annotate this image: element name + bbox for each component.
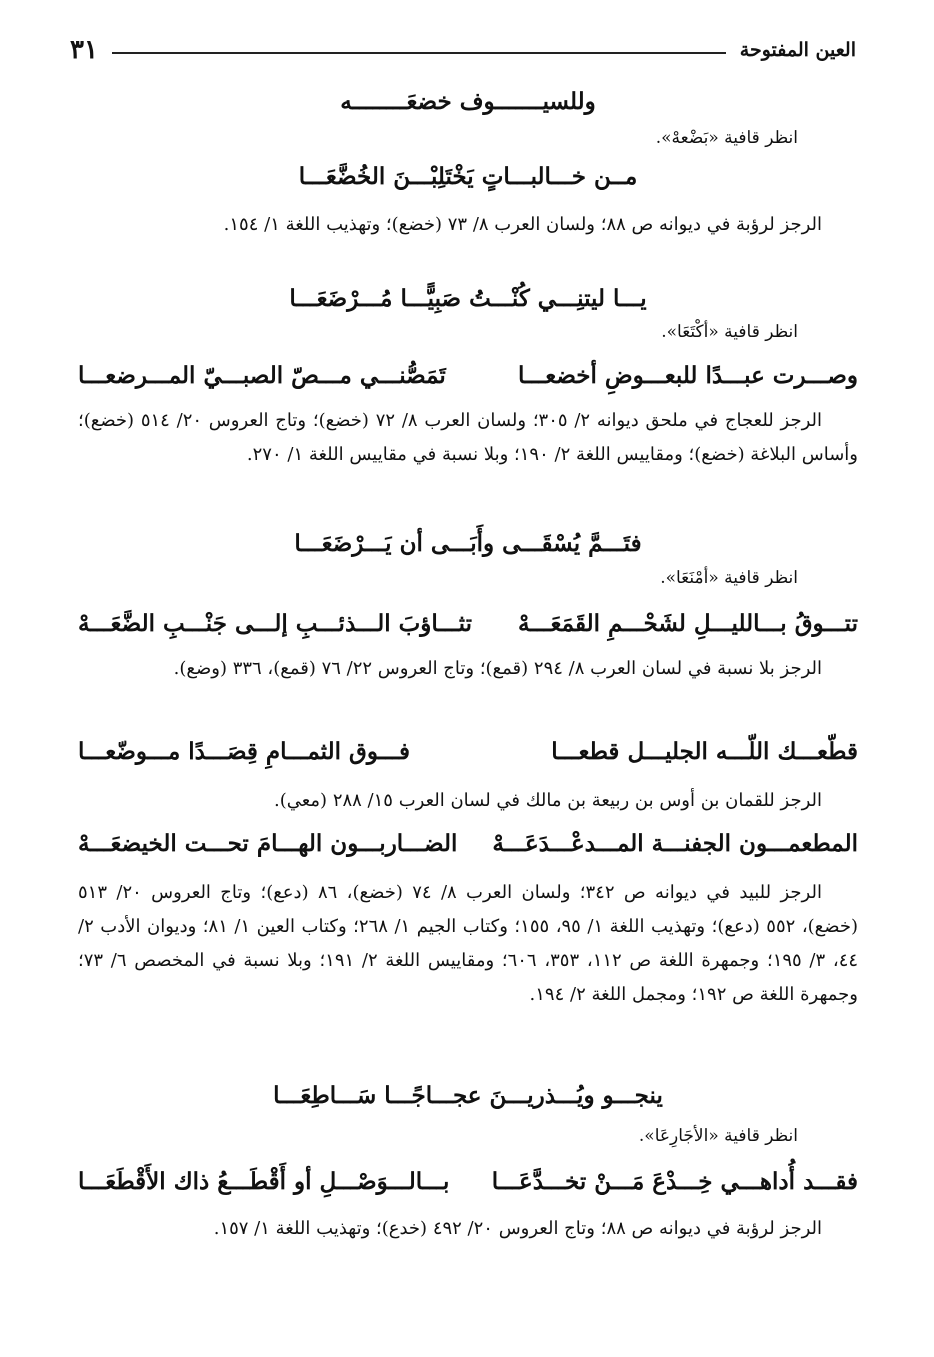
page-number: ٣١: [70, 35, 98, 65]
verse-line: يـــا ليتنِـــي كُنْـــتُ صَبِيًّـــا مُـــرْضَعَـــا: [289, 285, 647, 312]
hemistich-first: فقـــد أُداهـــي خِـــدْعَ مَـــنْ تخـــدَّعَـــا: [491, 1168, 858, 1195]
hemistich-first: قطّعـــك اللّـــه الجليـــل قطعـــا: [551, 738, 858, 765]
verse-couplet: [78, 738, 858, 765]
hemistich-first: وصـــرت عبـــدًا للبعـــوضِ أخضعـــا: [518, 362, 858, 389]
hemistich-second: الضـــاربـــون الهـــامَ تحـــت الخيضعَـــهْ: [78, 830, 458, 857]
source-note: الرجز للبيد في ديوانه ص ٣٤٢؛ ولسان العرب ٨/ ٧٤ (خضع)، ٨٦ (دعع)؛ وتاج العروس ٢٠/ ٥١٣ (خضع)، ٥٥٢ (دعع)؛ وتهذيب اللغة ١/ ٩٥، ١٥٥؛ وكتاب الجيم ١/ ٢٦٨؛ وكتاب العين ١/ ٨١؛ وديوان الأدب ٢/ ٤٤، ٣/ ١٩٥؛ وجمهرة اللغة ص ١١٢، ٣٥٣، ٦٠٦؛ ومقاييس اللغة ٢/ ١٩١؛ وبلا نسبة في المخصص ٦/ ٧٣؛ وجمهرة اللغة ص ١٩٢؛ ومجمل اللغة ٢/ ١٩٤.: [78, 882, 859, 1005]
verse-couplet: [78, 1168, 858, 1195]
source-note: الرجز بلا نسبة في لسان العرب ٨/ ٢٩٤ (قمع)؛ وتاج العروس ٢٢/ ٧٦ (قمع)، ٣٣٦ (وضع).: [173, 658, 822, 679]
cross-reference: انظر قافية «بَضْعهْ».: [655, 128, 798, 148]
hemistich-second: تثـــاؤبَ الـــذئـــبِ إلـــى جَنْـــبِ الضَّعَـــهْ: [78, 610, 472, 637]
header-title: العين المفتوحة: [739, 39, 856, 61]
verse-line: فتَـــمَّ يُسْقَـــى وأَبَـــى أن يَـــرْضَعَـــا: [294, 530, 642, 557]
page-header: [70, 30, 856, 70]
source-note: الرجز لرؤبة في ديوانه ص ٨٨؛ ولسان العرب ٨/ ٧٣ (خضع)؛ وتهذيب اللغة ١/ ١٥٤.: [223, 214, 822, 235]
header-rule: [112, 52, 726, 54]
cross-reference: انظر قافية «أمْنَعَا».: [660, 568, 798, 588]
verse-line: ينجـــو ويُـــذريـــنَ عجـــاجًـــا سَـــاطِعَـــا: [273, 1082, 663, 1109]
verse-couplet: [78, 830, 858, 857]
hemistich-first: المطعمـــون الجفنـــة المـــدعْـــدَعَـــهْ: [492, 830, 858, 857]
hemistich-second: بـــالـــوَصْـــلِ أو أَقْطَـــعُ ذاك الأَقْطَعَـــا: [78, 1168, 450, 1195]
verse-line: وللسيـــــــوف خضعَــــــــه: [340, 88, 596, 115]
cross-reference: انظر قافية «أكْتَعَا».: [661, 322, 798, 342]
cross-reference: انظر قافية «الأجَارِعَا».: [638, 1126, 798, 1146]
verse-couplet: [78, 362, 858, 389]
verse-couplet: [78, 610, 858, 637]
source-note: الرجز للعجاج في ملحق ديوانه ٢/ ٣٠٥؛ ولسان العرب ٨/ ٧٢ (خضع)؛ وتاج العروس ٢٠/ ٥١٤ (خضع)؛ وأساس البلاغة (خضع)؛ ومقاييس اللغة ٢/ ١٩٠؛ وبلا نسبة في مقاييس اللغة ١/ ٢٧٠.: [78, 410, 858, 465]
verse-line: مــن خـــالبـــاتٍ يَخْتَلِبْـــنَ الخُضَّعَـــا: [298, 163, 638, 190]
hemistich-first: تتـــوقُ بـــالليـــلِ لشَحْـــمِ القَمَعَـــهْ: [518, 610, 858, 637]
hemistich-second: تَمَصُّنـــي مـــصّ الصبـــيّ المـــرضعـــا: [78, 362, 446, 389]
hemistich-second: فـــوق الثمـــامِ قِصَـــدًا مـــوضّعـــا: [78, 738, 410, 765]
source-note: الرجز لرؤبة في ديوانه ص ٨٨؛ وتاج العروس ٢٠/ ٤٩٢ (خدع)؛ وتهذيب اللغة ١/ ١٥٧.: [213, 1218, 822, 1239]
source-note: الرجز للقمان بن أوس بن ربيعة بن مالك في لسان العرب ١٥/ ٢٨٨ (معي).: [273, 790, 822, 811]
